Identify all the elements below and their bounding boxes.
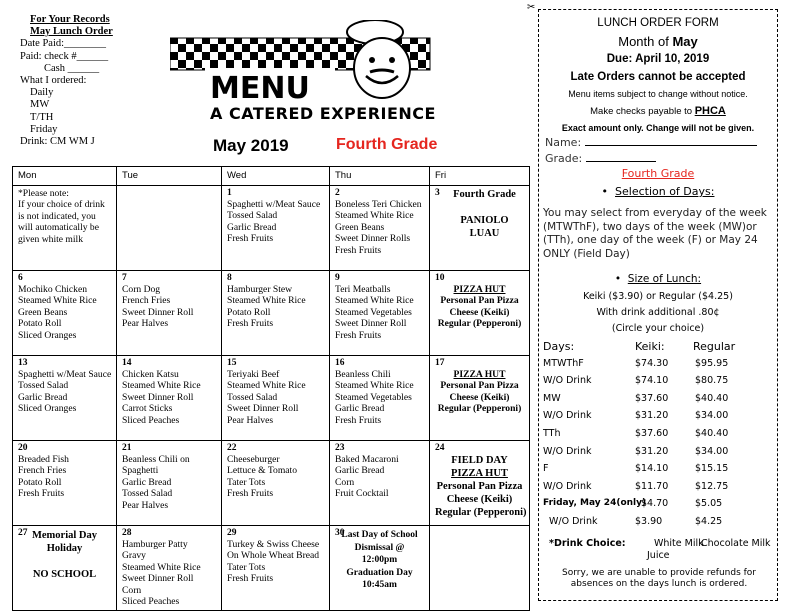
- menu-item: Carrot Sticks: [122, 403, 173, 415]
- calendar-day: [330, 526, 430, 611]
- days-text: You may select from everyday of the week (MTWThF), two days of the week (MW)or (TTh), one day of the week (F) or May 24 ONLY (Field Day): [543, 207, 767, 260]
- records-line: Cash ______: [44, 62, 100, 74]
- day-number: 30: [335, 528, 345, 538]
- size-line2: With drink additional .80¢: [596, 307, 720, 318]
- price-keiki: $37.60: [635, 427, 669, 439]
- menu-item: Last Day of School: [341, 530, 418, 540]
- menu-item: French Fries: [18, 465, 67, 477]
- day-number: 24: [435, 443, 445, 453]
- calendar-day: [117, 186, 222, 271]
- menu-item: Tater Tots: [227, 561, 266, 573]
- calendar-day: [222, 356, 330, 441]
- menu-item: Green Beans: [335, 221, 385, 233]
- price-keiki: $11.70: [635, 480, 669, 492]
- name-field[interactable]: Name:: [545, 136, 757, 149]
- menu-item: Dismissal @: [354, 542, 405, 553]
- menu-item: Memorial Day: [31, 530, 98, 541]
- calendar-day: [13, 356, 117, 441]
- menu-item: Fresh Fruits: [227, 233, 274, 245]
- price-row: [543, 498, 775, 516]
- price-keiki: $31.20: [635, 445, 669, 457]
- day-number: 6: [18, 273, 23, 283]
- price-days: TTh: [543, 427, 561, 439]
- price-keiki: $14.10: [635, 463, 669, 475]
- menu-item: Fresh Fruits: [227, 573, 274, 585]
- price-row: [543, 410, 775, 428]
- calendar-day: [13, 526, 117, 611]
- day-number: 14: [122, 358, 132, 368]
- price-days: W/O Drink: [543, 410, 592, 422]
- menu-item: Regular (Pepperoni): [435, 507, 527, 518]
- calendar-day: [13, 186, 117, 271]
- menu-item: Lettuce & Tomato: [227, 465, 298, 477]
- menu-item: Personal Pan Pizza: [440, 380, 519, 392]
- menu-item: Mochiko Chicken: [18, 284, 88, 295]
- grade-field[interactable]: Grade:: [545, 152, 656, 165]
- calendar-day: [330, 186, 430, 271]
- day-number: 9: [335, 273, 340, 283]
- form-month: Month of May: [618, 34, 698, 49]
- price-regular: $5.05: [695, 498, 723, 510]
- menu-item: Potato Roll: [18, 318, 62, 330]
- menu-item: Regular (Pepperoni): [437, 318, 522, 330]
- size-heading: • Size of Lunch:: [614, 273, 702, 285]
- price-header-row: [543, 340, 775, 358]
- day-number: 15: [227, 358, 237, 368]
- calendar-day: [222, 441, 330, 526]
- price-table: [543, 340, 775, 534]
- calendar-day: [117, 441, 222, 526]
- menu-item: Breaded Fish: [18, 454, 69, 465]
- price-keiki: Keiki:: [635, 340, 665, 353]
- menu-item: *Please note:: [18, 188, 69, 199]
- menu-calendar: [12, 166, 530, 611]
- price-regular: $34.00: [695, 410, 729, 422]
- menu-item: Spaghetti w/Meat Sauce: [18, 369, 112, 380]
- menu-item: given white milk: [18, 233, 84, 245]
- calendar-day: [117, 271, 222, 356]
- records-box: [20, 14, 170, 148]
- calendar-week: [13, 356, 530, 441]
- calendar-week: [13, 271, 530, 356]
- menu-item: Tossed Salad: [227, 391, 278, 403]
- price-row: [543, 358, 775, 376]
- calendar-day: [117, 526, 222, 611]
- menu-item: Steamed White Rice: [227, 295, 306, 307]
- day-number: 8: [227, 273, 232, 283]
- menu-item: Spaghetti: [122, 465, 159, 477]
- calendar-day: [330, 441, 430, 526]
- menu-item: Steamed White Rice: [18, 295, 97, 307]
- menu-item: Steamed White Rice: [335, 380, 414, 392]
- menu-item: Teri Meatballs: [335, 284, 391, 295]
- menu-item: Sweet Dinner Roll: [122, 573, 194, 585]
- price-days: MTWThF: [543, 357, 584, 369]
- menu-item: Tossed Salad: [122, 488, 173, 500]
- price-keiki: $74.30: [635, 357, 669, 369]
- menu-item: Chicken Katsu: [122, 369, 179, 380]
- day-number: 13: [18, 358, 28, 368]
- price-days: W/O Drink: [543, 375, 592, 387]
- records-subtitle: May Lunch Order: [30, 26, 113, 38]
- menu-item: Regular (Pepperoni): [437, 403, 522, 415]
- form-exact: Exact amount only. Change will not be given.: [561, 123, 755, 133]
- price-row: [543, 446, 775, 464]
- menu-item: Gravy: [122, 550, 146, 562]
- calendar-day: [430, 526, 530, 611]
- menu-item: PIZZA HUT: [453, 284, 506, 295]
- calendar-day: [222, 186, 330, 271]
- menu-item: Garlic Bread: [335, 403, 385, 415]
- records-line: Drink: CM WM J: [20, 136, 95, 148]
- price-regular: $40.40: [695, 392, 729, 404]
- price-row: [543, 428, 775, 446]
- menu-item: Green Beans: [18, 306, 68, 318]
- menu-item: Corn: [335, 476, 355, 488]
- menu-item: Tater Tots: [227, 476, 266, 488]
- form-notice: Menu items subject to change without notice.: [568, 89, 748, 99]
- calendar-day: [13, 271, 117, 356]
- menu-item: Fresh Fruits: [227, 488, 274, 500]
- price-days: MW: [543, 392, 561, 404]
- menu-item: Sweet Dinner Roll: [335, 318, 407, 330]
- records-line: What I ordered:: [20, 75, 87, 87]
- days-heading: • Selection of Days:: [601, 185, 715, 198]
- price-regular: $12.75: [695, 480, 729, 492]
- day-header: Wed: [222, 167, 330, 186]
- menu-item: PIZZA HUT: [453, 369, 506, 380]
- menu-item: If your choice of drink: [18, 199, 105, 211]
- day-number: 10: [435, 273, 445, 283]
- price-keiki: $31.20: [635, 410, 669, 422]
- calendar-day: [117, 356, 222, 441]
- month-title: May 2019: [213, 136, 289, 155]
- menu-item: Personal Pan Pizza: [440, 295, 519, 307]
- refund-note: Sorry, we are unable to provide refunds for absences on the days lunch is ordered.: [561, 568, 757, 589]
- price-keiki: $3.90: [635, 515, 663, 527]
- menu-item: Graduation Day: [346, 567, 413, 578]
- calendar-week: [13, 186, 530, 271]
- form-payable: Make checks payable to PHCA: [590, 105, 726, 117]
- menu-item: Fresh Fruits: [227, 318, 274, 330]
- menu-item: Pear Halves: [122, 318, 169, 330]
- day-number: 7: [122, 273, 127, 283]
- menu-item: Potato Roll: [227, 306, 271, 318]
- menu-item: Sliced Peaches: [122, 596, 180, 608]
- day-number: 27: [18, 528, 28, 538]
- menu-item: French Fries: [122, 295, 171, 307]
- day-number: 21: [122, 443, 132, 453]
- menu-item: PANIOLO: [460, 215, 509, 226]
- menu-item: Sweet Dinner Roll: [122, 391, 194, 403]
- grade-title: Fourth Grade: [336, 136, 438, 153]
- menu-item: Sliced Oranges: [18, 329, 77, 341]
- menu-item: Steamed Vegetables: [335, 391, 412, 403]
- menu-item: Hamburger Patty: [122, 539, 188, 550]
- calendar-week: [13, 526, 530, 611]
- day-header: Fri: [430, 167, 530, 186]
- calendar-day: [222, 271, 330, 356]
- menu-item: Pear Halves: [122, 499, 169, 511]
- price-row: [543, 516, 775, 534]
- menu-item: Turkey & Swiss Cheese: [227, 539, 320, 550]
- form-title: LUNCH ORDER FORM: [597, 17, 719, 29]
- day-number: 3: [435, 188, 440, 198]
- menu-item: Sweet Dinner Rolls: [335, 233, 411, 245]
- menu-item: Garlic Bread: [122, 476, 172, 488]
- calendar-week: [13, 441, 530, 526]
- menu-item: Holiday: [46, 543, 83, 554]
- menu-item: Baked Macaroni: [335, 454, 399, 465]
- menu-item: Hamburger Stew: [227, 284, 293, 295]
- price-regular: $15.15: [695, 463, 729, 475]
- menu-item: Steamed White Rice: [335, 295, 414, 307]
- menu-item: Cheeseburger: [227, 454, 280, 465]
- calendar-day: [430, 356, 530, 441]
- menu-item: Cheese (Keiki): [449, 306, 510, 318]
- order-form: [538, 9, 778, 601]
- menu-item: Fourth Grade: [453, 189, 516, 200]
- menu-item: Fresh Fruits: [18, 488, 65, 500]
- menu-item: Pear Halves: [227, 414, 274, 426]
- menu-item: Sliced Oranges: [18, 403, 77, 415]
- price-keiki: $4.70: [641, 498, 669, 510]
- price-regular: $40.40: [695, 427, 729, 439]
- price-keiki: $37.60: [635, 392, 669, 404]
- drink-option[interactable]: Juice: [647, 550, 670, 561]
- menu-item: Fruit Cocktail: [335, 488, 389, 500]
- size-line3: (Circle your choice): [611, 323, 705, 334]
- menu-item: Steamed White Rice: [335, 210, 414, 222]
- form-grade-value: Fourth Grade: [621, 167, 695, 180]
- menu-item: Sliced Peaches: [122, 414, 180, 426]
- menu-item: Boneless Teri Chicken: [335, 199, 422, 210]
- calendar-day: [430, 441, 530, 526]
- price-regular: $80.75: [695, 375, 729, 387]
- chef-icon: [347, 20, 410, 98]
- price-regular: $95.95: [695, 357, 729, 369]
- menu-item: LUAU: [469, 228, 500, 239]
- day-header: Thu: [330, 167, 430, 186]
- day-number: 17: [435, 358, 445, 368]
- menu-item: [445, 201, 524, 214]
- day-number: 2: [335, 188, 340, 198]
- records-title: For Your Records: [30, 14, 110, 25]
- logo-text: MENU: [210, 71, 310, 106]
- price-days: Friday, May 24(only): [543, 498, 647, 509]
- price-keiki: $74.10: [635, 375, 669, 387]
- price-row: [543, 393, 775, 411]
- price-row: [543, 463, 775, 481]
- calendar-day: [330, 356, 430, 441]
- scissors-icon: ✂: [527, 2, 536, 13]
- drink-label: *Drink Choice:: [549, 538, 626, 549]
- calendar-day: [330, 271, 430, 356]
- menu-item: Steamed Vegetables: [335, 306, 412, 318]
- drink-option[interactable]: White Milk: [654, 538, 704, 549]
- price-regular: $34.00: [695, 445, 729, 457]
- menu-item: Corn: [122, 584, 142, 596]
- menu-item: Fresh Fruits: [335, 244, 382, 256]
- price-days: W/O Drink: [543, 445, 592, 457]
- menu-item: Garlic Bread: [335, 465, 385, 477]
- menu-item: Tossed Salad: [227, 210, 278, 222]
- calendar-day: [222, 526, 330, 611]
- records-line: Date Paid:________: [20, 38, 107, 50]
- menu-item: Cheese (Keiki): [449, 391, 510, 403]
- day-number: 22: [227, 443, 237, 453]
- price-row: [543, 481, 775, 499]
- day-number: 28: [122, 528, 132, 538]
- price-days: W/O Drink: [543, 480, 592, 492]
- menu-item: Steamed White Rice: [122, 561, 201, 573]
- menu-item: FIELD DAY: [451, 455, 508, 466]
- day-number: 23: [335, 443, 345, 453]
- records-line: Daily: [30, 87, 54, 99]
- menu-item: Sweet Dinner Roll: [122, 306, 194, 318]
- price-regular: $4.25: [695, 515, 723, 527]
- menu-item: is not indicated, you: [18, 210, 96, 222]
- menu-item: Steamed White Rice: [122, 380, 201, 392]
- records-line: Friday: [30, 123, 58, 135]
- menu-item: 12:00pm: [361, 555, 398, 565]
- menu-item: On Whole Wheat Bread: [227, 550, 320, 562]
- day-number: 20: [18, 443, 28, 453]
- menu-item: Spaghetti w/Meat Sauce: [227, 199, 321, 210]
- price-row: [543, 375, 775, 393]
- menu-item: Tossed Salad: [18, 380, 69, 392]
- tagline: A CATERED EXPERIENCE: [210, 104, 436, 123]
- records-line: Paid: check #______: [20, 50, 109, 62]
- menu-item: PIZZA HUT: [451, 468, 508, 479]
- menu-item: Beanless Chili on: [122, 454, 190, 465]
- menu-item: Fresh Fruits: [335, 329, 382, 341]
- price-days: F: [543, 463, 549, 475]
- form-due: Due: April 10, 2019: [606, 53, 710, 65]
- day-number: 29: [227, 528, 237, 538]
- form-late: Late Orders cannot be accepted: [570, 71, 746, 83]
- menu-item: Fresh Fruits: [335, 414, 382, 426]
- day-header: Mon: [13, 167, 117, 186]
- menu-item: Sweet Dinner Roll: [227, 403, 299, 415]
- menu-item: Beanless Chili: [335, 369, 391, 380]
- menu-item: NO SCHOOL: [32, 569, 97, 580]
- price-days: W/O Drink: [549, 515, 598, 527]
- menu-item: Garlic Bread: [227, 221, 277, 233]
- calendar-day: [13, 441, 117, 526]
- menu-item: 10:45am: [362, 580, 397, 590]
- menu-item: Corn Dog: [122, 284, 161, 295]
- price-days: Days:: [543, 340, 575, 353]
- records-line: MW: [30, 99, 50, 111]
- day-number: 1: [227, 188, 232, 198]
- day-number: 16: [335, 358, 345, 368]
- menu-item: will automatically be: [18, 222, 99, 234]
- records-line: T/TH: [30, 111, 54, 123]
- menu-item: Teriyaki Beef: [227, 369, 280, 380]
- menu-item: [18, 555, 111, 568]
- calendar-day: [430, 271, 530, 356]
- size-line1: Keiki ($3.90) or Regular ($4.25): [583, 291, 733, 302]
- menu-item: Potato Roll: [18, 476, 62, 488]
- menu-item: Cheese (Keiki): [446, 494, 513, 505]
- day-header: Tue: [117, 167, 222, 186]
- menu-item: Steamed White Rice: [227, 380, 306, 392]
- drink-option[interactable]: Chocolate Milk: [701, 538, 771, 549]
- menu-item: Garlic Bread: [18, 391, 68, 403]
- menu-item: Personal Pan Pizza: [436, 481, 523, 492]
- price-regular: Regular: [693, 340, 736, 353]
- calendar-day: [430, 186, 530, 271]
